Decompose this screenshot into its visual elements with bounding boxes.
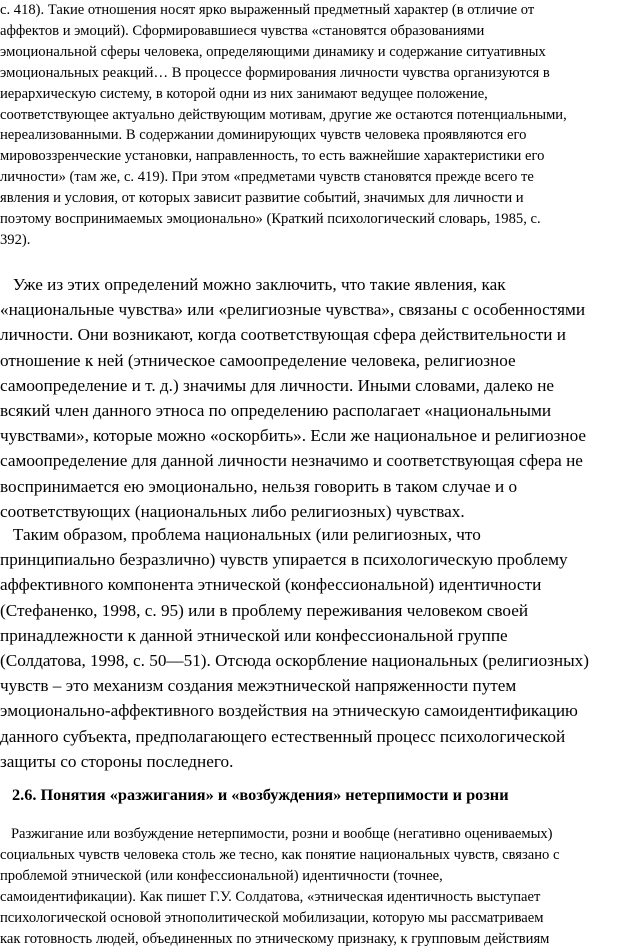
text-line: отношение к ней (этническое самоопределение человека, религиозное <box>0 350 516 370</box>
text-line: социальных чувств человека столь же тесно, как понятие национальных чувств, связано с <box>0 846 560 863</box>
text-line: воспринимается ею эмоционально, нельзя говорить в таком случае и о <box>0 476 518 496</box>
text-line: всякий член данного этноса по определению располагает «национальными <box>0 401 552 421</box>
text-line: аффектов и эмоций). Сформировавшиеся чувства «становятся образованиями <box>0 22 485 39</box>
text-line: проблемой этнической (или конфессиональной) идентичности (точнее, <box>0 867 443 884</box>
text-line: защиты со стороны последнего. <box>0 751 234 771</box>
paragraph-feelings-definition <box>0 0 618 251</box>
text-line: с. 418). Такие отношения носят ярко выраженный предметный характер (в отличие от <box>0 2 535 18</box>
text-line: соответствующих (национальных либо религиозных) чувствах. <box>0 501 465 521</box>
text-line: эмоциональной сферы человека, определяющими динамику и содержание ситуативных <box>0 43 546 60</box>
text-line: эмоциональных реакций… В процессе формирования личности чувства организуются в <box>0 64 550 81</box>
text-line: мировоззренческие установки, направленность, то есть важнейшие характеристики его <box>0 148 545 165</box>
text-line: личности» (там же, с. 419). При этом «предметами чувств становятся прежде всего те <box>0 169 534 186</box>
text-line: принадлежности к данной этнической или конфессиональной группе <box>0 625 508 645</box>
text-line: «национальные чувства» или «религиозные чувства», связаны с особенностями <box>0 300 586 320</box>
text-line: чувствами», которые можно «оскорбить». Если же национальное и религиозное <box>0 426 587 446</box>
text-line: принципиально безразлично) чувств упирается в психологическую проблему <box>0 550 568 570</box>
text-line: Разжигание или возбуждение нетерпимости, розни и вообще (негативно оцениваемых) <box>0 826 553 842</box>
paragraph-identity-problem <box>0 522 618 774</box>
text-line: соответствующее актуально действующим мотивам, другие же остаются потенциальными, <box>0 106 567 123</box>
text-line: Таким образом, проблема национальных (или религиозных, что <box>0 525 481 544</box>
text-line: чувств – это механизм создания межэтнической напряженности путем <box>0 676 517 696</box>
section-heading: 2.6. Понятия «разжигания» и «возбуждения» нетерпимости и розни <box>12 785 509 804</box>
text-line: (Солдатова, 1998, с. 50—51). Отсюда оскорбление национальных (религиозных) <box>0 651 589 671</box>
text-line: Уже из этих определений можно заключить, что такие явления, как <box>0 275 506 294</box>
text-line: аффективного компонента этнической (конфессиональной) идентичности <box>0 575 542 595</box>
text-line: личности. Они возникают, когда соответствующая сфера действительности и <box>0 325 566 345</box>
text-line: самоопределение и т. д.) значимы для личности. Иными словами, далеко не <box>0 375 555 395</box>
text-line: (Стефаненко, 1998, с. 95) или в проблему переживания человеком своей <box>0 600 529 620</box>
paragraph-national-feelings <box>0 272 618 524</box>
text-line: нереализованными. В содержании доминирующих чувств человека проявляются его <box>0 127 527 144</box>
text-line: иерархическую систему, в которой одни из них занимают ведущее положение, <box>0 85 488 102</box>
text-line: эмоционально-аффективного воздействия на этническую самоидентификацию <box>0 701 578 721</box>
paragraph-incitement <box>0 824 618 949</box>
text-line: явления и условия, от которых зависит развитие событий, значимых для личности и <box>0 190 524 207</box>
text-line: как готовность людей, объединенных по этническому признаку, к групповым действиям <box>0 930 550 947</box>
text-line: 392). <box>0 231 31 248</box>
text-line: психологической основой этнополитической мобилизации, которую мы рассматриваем <box>0 909 544 926</box>
text-line: поэтому воспринимаемых эмоционально» (Краткий психологический словарь, 1985, с. <box>0 211 541 228</box>
text-line: самоопределение для данной личности незначимо и соответствующая сфера не <box>0 451 583 471</box>
text-line: данного субъекта, предполагающего естественный процесс психологической <box>0 726 566 746</box>
text-line: самоидентификации). Как пишет Г.У. Солдатова, «этническая идентичность выступает <box>0 888 541 905</box>
